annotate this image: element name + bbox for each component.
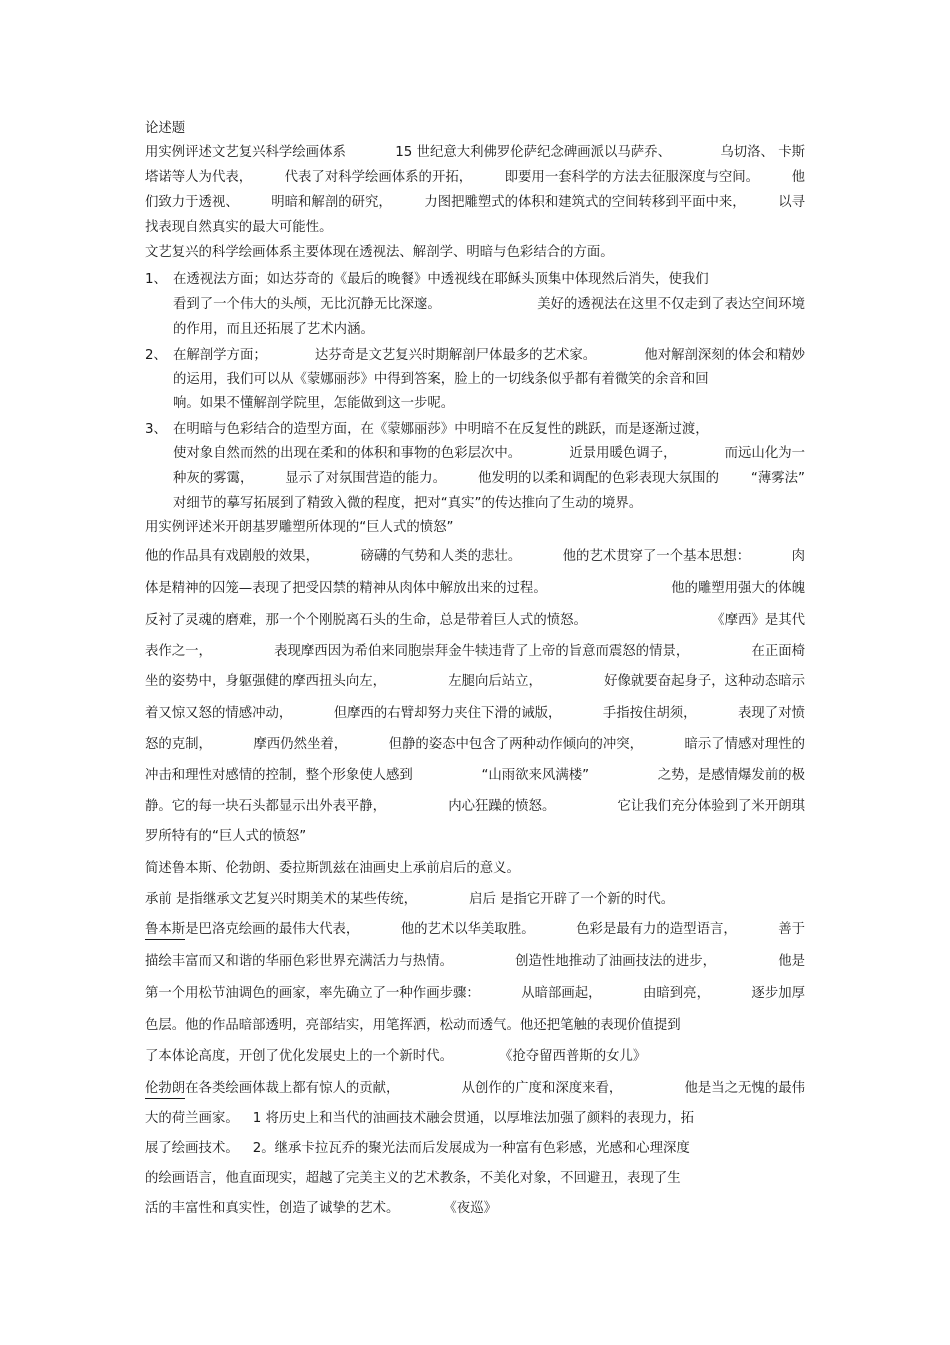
text-segment: 达芬奇是文艺复兴时期解剖尸体最多的艺术家。 [314,348,597,363]
text-segment: 1 将历史上和当代的油画技术融会贯通，以厚堆法加强了颜料的表现力，拓 [252,1111,695,1126]
rubens-line [145,953,805,971]
text-segment: 罗所特有的“巨人式的愤怒” [145,829,307,844]
text-segment: 肉 [791,549,805,564]
text-segment: 冲击和理性对感情的控制，整个形象使人感到 [145,768,413,783]
text-segment: 《摩西》是其代 [711,613,805,628]
point-line [173,321,805,339]
text-segment: 塔诺等人为代表， [145,170,253,185]
text-segment: 善于 [778,922,805,937]
text-segment: 左腿向后站立， [448,674,542,689]
text-segment: 逐步加厚 [751,986,805,1001]
rembrandt-line: 伦勃朗在各类绘画体裁上都有惊人的贡献， 从创作的广度和深度来看， 他是当之无愧的最伟 [145,1080,805,1099]
q3-meaning [145,891,805,909]
text-segment: 在明暗与色彩结合的造型方面，在《蒙娜丽莎》中明暗不在反复性的跳跃，而是逐渐过渡， [173,422,709,437]
text-segment: 他的艺术贯穿了一个基本思想： [562,549,751,564]
text-segment: 在正面椅 [751,644,805,659]
text-segment: 的绘画语言，他直面现实，超越了完美主义的艺术教条，不美化对象，不回避丑，表现了生 [145,1171,681,1186]
text-segment: 了本体论高度，开创了优化发展史上的一个新时代。 [145,1049,453,1064]
text-segment: 承前 是指继承文艺复兴时期美术的某些传统， [145,892,418,907]
text-segment: 表现了对愤 [738,706,805,721]
text-segment: 使对象自然而然的出现在柔和的体积和事物的色彩层次中。 [173,446,522,461]
rubens-line [145,985,805,1003]
text-segment: 明暗和解剖的研究， [271,195,392,210]
text-segment: 《夜巡》 [443,1201,497,1216]
text-segment: “山雨欲来风满楼” [481,768,590,783]
text-segment: 色彩是最有力的造型语言， [576,922,737,937]
text-segment: 《抢夺留西普斯的女儿》 [498,1049,647,1064]
text-segment: 即要用一套科学的方法去征服深度与空间。 [504,170,760,185]
point-number: 3、 [145,422,167,437]
text-segment: 但摩西的右臂却努力夹住下滑的诫版， [333,706,562,721]
point-line [173,470,805,488]
text-segment: 15 世纪意大利佛罗伦萨纪念碑画派以马萨乔、 [395,145,671,160]
text-segment: 以寻 [778,195,805,210]
text-segment: 他的作品具有戏剧般的效果， [145,549,320,564]
text-segment: 色层。他的作品暗部透明，亮部结实，用笔挥洒，松动而透气。他还把笔触的表现价值提到 [145,1018,681,1033]
text-segment: 他 [791,170,805,185]
point-number: 2、 [145,348,167,363]
text-segment: 第一个用松节油调色的画家，率先确立了一种作画步骤： [145,986,480,1001]
text-segment: 他是当之无愧的最伟 [684,1081,805,1096]
text-segment: 近景用暖色调子， [569,446,677,461]
text-segment: 内心狂躁的愤怒。 [448,799,556,814]
text-segment: 乌切洛、 卡斯 [720,145,805,160]
text-segment: 之势，是感情爆发前的极 [657,768,805,783]
q2-line [145,736,805,754]
text-segment: 对细节的摹写拓展到了精致入微的程度，把对“真实”的传达推向了生动的境界。 [173,496,643,511]
point-line [173,347,805,365]
rembrandt-line [145,1200,805,1218]
q2-line [145,828,805,846]
rembrandt-line [145,1170,805,1188]
q2-line [145,612,805,630]
text-segment: 论述题 [145,121,186,136]
text-segment: 找表现自然真实的最大可能性。 [145,220,333,235]
text-segment: 静。它的每一块石头都显示出外表平静， [145,799,387,814]
text-segment: 创造性地推动了油画技法的进步， [515,954,717,969]
q2-line [145,705,805,723]
text-segment: 在透视法方面；如达芬奇的《最后的晚餐》中透视线在耶稣头顶集中体现然后消失，使我们 [173,272,709,287]
rembrandt-line [145,1110,805,1128]
text-segment: 怒的克制， [145,737,212,752]
rubens-line [145,1017,805,1035]
text-segment: 它让我们充分体验到了米开朗琪 [617,799,805,814]
text-segment: 看到了一个伟大的头颅，无比沉静无比深邃。 [173,297,441,312]
underlined-name: 鲁本斯 [145,921,185,940]
text-segment: 但静的姿态中包含了两种动作倾向的冲突， [388,737,644,752]
text-segment: 他是 [778,954,805,969]
text-segment: 从暗部画起， [521,986,602,1001]
text-segment: 他对解剖深刻的体会和精妙 [644,348,805,363]
text-segment: 表作之一， [145,644,212,659]
text-segment: 磅礴的气势和人类的悲壮。 [360,549,522,564]
text-segment: 在解剖学方面； [173,348,267,363]
text-segment: 2。继承卡拉瓦乔的聚光法而后发展成为一种富有色彩感，光感和心理深度 [252,1141,690,1156]
q2-line [145,519,805,537]
text-segment: 显示了对氛围营造的能力。 [285,471,446,486]
q1-intro-line [145,219,805,237]
underlined-name: 伦勃朗 [145,1080,185,1099]
text-segment: 表现摩西因为希伯来同胞崇拜金牛犊违背了上帝的旨意而震怒的情景， [274,644,690,659]
text-segment: 们致力于透视、 [145,195,239,210]
point-line [173,395,805,413]
text-segment: 他的艺术以华美取胜。 [400,922,535,937]
point-line [173,445,805,463]
text-segment: 他的雕塑用强大的体魄 [671,581,805,596]
text-segment: 美好的透视法在这里不仅走到了表达空间环境 [537,297,805,312]
text-segment: 摩西仍然坐着， [253,737,348,752]
text-segment: 他发明的以柔和调配的色彩表现大氛围的 [477,471,719,486]
rubens-line [145,1048,805,1066]
q2-line [145,673,805,691]
q2-line [145,767,805,785]
q1-intro-line [145,144,805,162]
q1-intro-line [145,169,805,187]
q2-line [145,548,805,566]
point-line [173,271,805,289]
text-segment: 着又惊又怒的情感冲动， [145,706,293,721]
text-segment: 展了绘画技术。 [145,1141,239,1156]
rubens-line: 鲁本斯是巴洛克绘画的最伟大代表， 他的艺术以华美取胜。 色彩是最有力的造型语言， 善于 [145,921,805,940]
text-segment: 的作用，而且还拓展了艺术内涵。 [173,322,374,337]
point-line [173,495,805,513]
point-line [173,296,805,314]
text-segment: 描绘丰富而又和谐的华丽色彩世界充满活力与热情。 [145,954,453,969]
text-segment: 手指按住胡须， [602,706,697,721]
text-segment: 由暗到亮， [643,986,710,1001]
text-segment: 响。如果不懂解剖学院里，怎能做到这一步呢。 [173,396,455,411]
page-title [145,120,805,138]
rembrandt-line [145,1140,805,1158]
text-segment: 活的丰富性和真实性，创造了诚挚的艺术。 [145,1201,400,1216]
point-line [173,371,805,389]
text-segment: 暗示了情感对理性的 [684,737,805,752]
text-segment: 坐的姿势中，身躯强健的摩西扭头向左， [145,674,387,689]
q2-line [145,580,805,598]
q3-heading [145,860,805,878]
text-segment: “薄雾法” [750,471,805,486]
text-segment: 体是精神的囚笼—表现了把受囚禁的精神从肉体中解放出来的过程。 [145,581,547,596]
text-segment: 代表了对科学绘画体系的开拓， [284,170,473,185]
text-segment: 反衬了灵魂的磨难，那一个个刚脱离石头的生命，总是带着巨人式的愤怒。 [145,613,587,628]
q1-intro-line [145,244,805,262]
q1-intro-line [145,194,805,212]
point-line [173,421,805,439]
text-segment: 而远山化为一 [724,446,805,461]
text-segment: 好像就要奋起身子，这种动态暗示 [604,674,805,689]
text-segment: 简述鲁本斯、伦勃朗、委拉斯凯兹在油画史上承前启后的意义。 [145,861,520,876]
text-segment: 从创作的广度和深度来看， [461,1081,623,1096]
text-segment: 用实例评述文艺复兴科学绘画体系 [145,145,346,160]
text-segment: 种灰的雾霭， [173,471,254,486]
point-number: 1、 [145,272,167,287]
text-segment: 启后 是指它开辟了一个新的时代。 [469,892,675,907]
text-segment: 文艺复兴的科学绘画体系主要体现在透视法、解剖学、明暗与色彩结合的方面。 [145,245,614,260]
text-segment: 用实例评述米开朗基罗雕塑所体现的“巨人式的愤怒” [145,520,454,535]
text-segment: 的运用，我们可以从《蒙娜丽莎》中得到答案，脸上的一切线条似乎都有着微笑的余音和回 [173,372,709,387]
text-segment: 大的荷兰画家。 [145,1111,239,1126]
text-segment: 力图把雕塑式的体积和建筑式的空间转移到平面中来， [424,195,746,210]
q2-line [145,798,805,816]
q2-line [145,643,805,661]
